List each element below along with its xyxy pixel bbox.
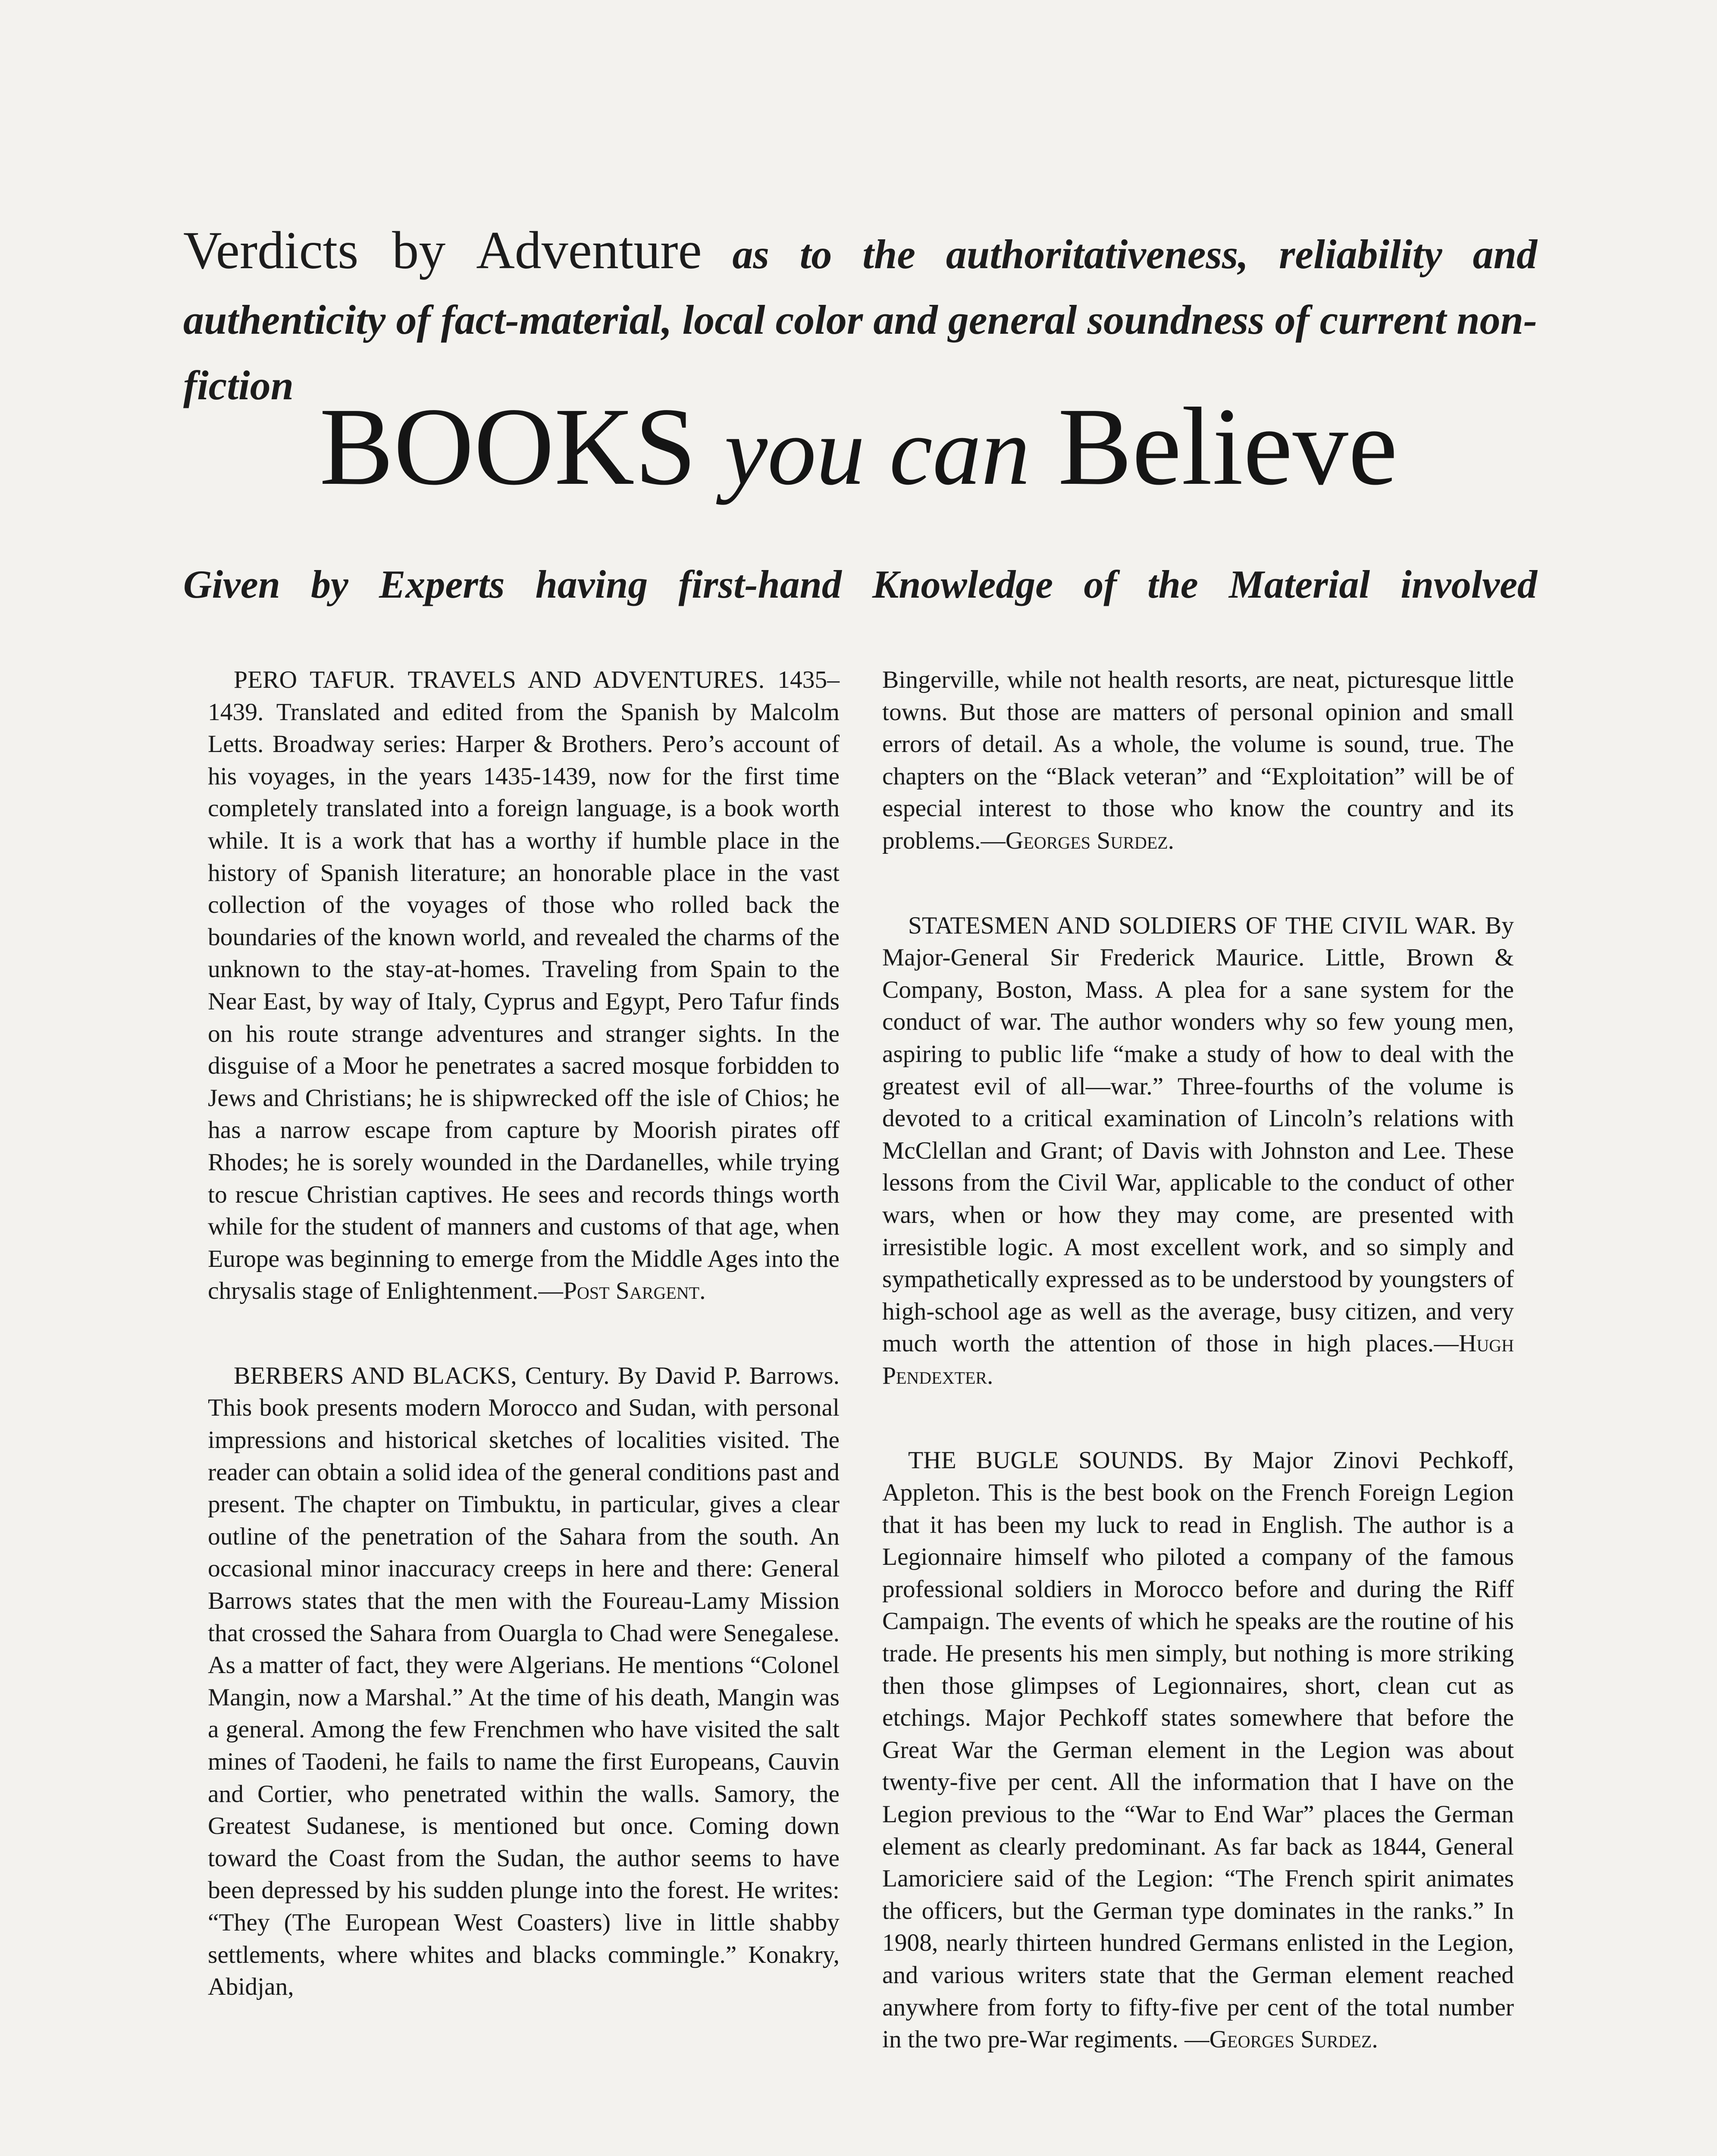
- review-text: STATESMEN AND SOLDIERS OF THE CIVIL WAR. By Major-General Sir Frederick Maurice. Little, Brown & Company, Boston, Mass. A plea for a sane system for the conduct of war. The author wonders why so few young men, aspiring to public life “make a study of how to deal with the greatest evil of all—war.” Three-fourths of the volume is devoted to a critical examination of Lincoln’s relations with McClellan and Grant; of Davis with Johnston and Lee. These lessons from the Civil War, applicable to the conduct of other wars, when or how they may come, are presented with irresistible logic. A most excellent work, and so simply and sympathetically expressed as to be understood by youngsters of high-school age as well as the average, busy citizen, and very much worth the attention of those in high places.: [882, 912, 1514, 1357]
- verdicts-description: as to the authoritativeness, reliability and authenticity of fact-material, local color and general soundness of current non-fiction: [183, 231, 1537, 408]
- title-believe: Believe: [1058, 385, 1398, 508]
- left-column: [208, 664, 840, 2156]
- review-text: Bingerville, while not health resorts, are neat, picturesque little towns. But those are matters of personal opinion and small errors of detail. As a whole, the volume is sound, true. The chapters on the “Black veteran” and “Exploitation” will be of especial interest to those who know the country and its problems.: [882, 666, 1514, 854]
- right-column: [882, 664, 1514, 2156]
- review-text: THE BUGLE SOUNDS. By Major Zinovi Pechkoff, Appleton. This is the best book on the French Foreign Legion that it has been my luck to read in English. The author is a Legionnaire himself who piloted a company of the famous professional soldiers in Morocco before and during the Riff Campaign. The events of which he speaks are the routine of his trade. He presents his men simply, but nothing is more striking then those glimpses of Legionnaires, short, clean cut as etchings. Major Pechkoff states somewhere that before the Great War the German element in the Legion was about twenty-five per cent. All the information that I have on the Legion previous to the “War to End War” places the German element as clearly predominant. As far back as 1844, General Lamoriciere said of the Legion: “The French spirit animates the officers, but the German type dominates in the ranks.” In 1908, nearly thirteen hundred Germans enlisted in the Legion, and various writers state that the German element reached anywhere from forty to fifty-five per cent of the total number in the two pre-War regiments.: [882, 1447, 1514, 2053]
- review-text: PERO TAFUR. TRAVELS AND ADVENTURES. 1435–1439. Translated and edited from the Spanish by Malcolm Letts. Broadway series: Harper & Brothers. Pero’s account of his voyages, in the years 1435-1439, now for the first time completely translated into a foreign language, is a book worth while. It is a work that has a worthy if humble place in the history of Spanish literature; an honorable place in the vast collection of the voyages of those who rolled back the boundaries of the known world, and revealed the charms of the unknown to the stay-at-homes. Traveling from Spain to the Near East, by way of Italy, Cyprus and Egypt, Pero Tafur finds on his route strange adventures and stranger sights. In the disguise of a Moor he penetrates a sacred mosque forbidden to Jews and Christians; he is shipwrecked off the isle of Chios; he has a narrow escape from capture by Moorish pirates off Rhodes; he is sorely wounded in the Dardanelles, while trying to rescue Christian captives. He sees and records things worth while for the student of manners and customs of that age, when Europe was beginning to emerge from the Middle Ages into the chrysalis stage of Enlightenment.: [208, 666, 840, 1305]
- review-byline: —Georges Surdez.: [1184, 2026, 1378, 2053]
- title-you-can: you can: [724, 397, 1030, 505]
- review-bugle-sounds: [882, 1445, 1514, 2056]
- review-text: BERBERS AND BLACKS, Century. By David P. Barrows. This book presents modern Morocco and Sudan, with personal impressions and historical sketches of localities visited. The reader can obtain a solid idea of the general conditions past and present. The chapter on Timbuktu, in particular, gives a clear outline of the penetration of the Sahara from the south. An occasional minor inaccuracy creeps in here and there: General Barrows states that the men with the Foureau-Lamy Mission that crossed the Sahara from Ouargla to Chad were Senegalese. As a matter of fact, they were Algerians. He mentions “Colonel Mangin, now a Marshal.” At the time of his death, Mangin was a general. Among the few Frenchmen who have visited the salt mines of Taodeni, he fails to name the first Europeans, Cauvin and Cortier, who penetrated within the walls. Samory, the Greatest Sudanese, is mentioned but once. Coming down toward the Coast from the Sudan, the author seems to have been depressed by his sudden plunge into the forest. He writes: “They (The European West Coasters) live in little shabby settlements, where whites and blacks commingle.” Konakry, Abidjan,: [208, 1362, 840, 2001]
- title-books: BOOKS: [319, 385, 697, 508]
- page-subtitle: Given by Experts having first-hand Knowledge of the Material involved: [183, 562, 1537, 606]
- review-statesmen-and-soldiers: [882, 910, 1514, 1392]
- review-berbers-and-blacks: [208, 1360, 840, 2003]
- verdicts-lead: Verdicts by Adventure: [183, 221, 702, 280]
- review-berbers-continuation: [882, 664, 1514, 857]
- review-byline: —Georges Surdez.: [981, 827, 1175, 854]
- review-byline: —Hugh Pendexter.: [882, 1330, 1514, 1389]
- page-title: [0, 375, 1717, 522]
- review-byline: —Post Sargent.: [538, 1277, 706, 1305]
- review-pero-tafur: [208, 664, 840, 1307]
